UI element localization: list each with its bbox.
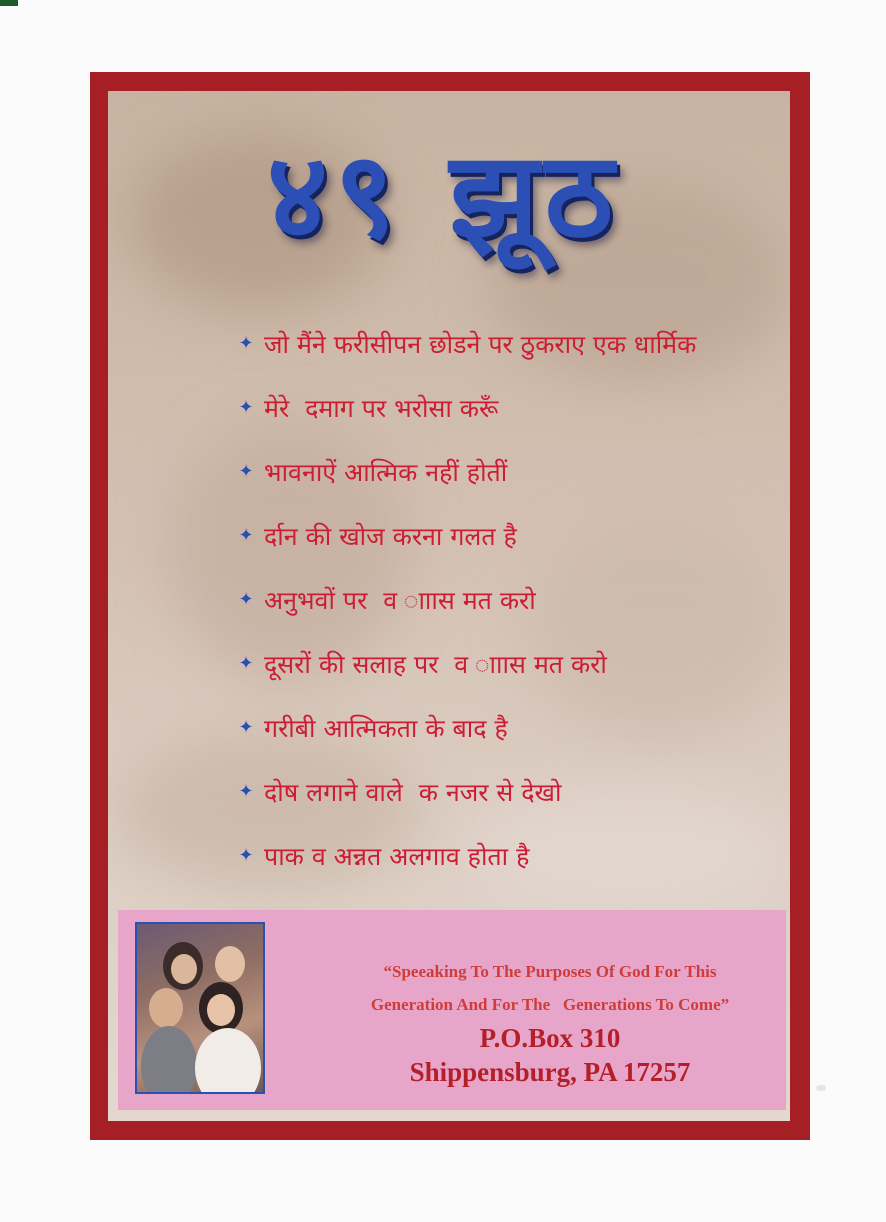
list-item: [238, 824, 696, 888]
lie-text: जो मैंने फरीसीपन छोडने पर ठुकराए एक धार्मिक: [264, 330, 697, 359]
list-item: [238, 696, 696, 760]
four-point-star-icon: ✦: [238, 653, 254, 674]
list-item: [238, 504, 696, 568]
four-point-star-icon: ✦: [238, 589, 254, 610]
lie-text: र्दान की खोज करना गलत है: [264, 522, 517, 551]
city-state-zip: Shippensburg, PA 17257: [409, 1057, 691, 1087]
photo-figure: [195, 1028, 261, 1094]
four-point-star-icon: ✦: [238, 845, 254, 866]
scan-speck: [816, 1085, 826, 1091]
list-item: [238, 632, 696, 696]
four-point-star-icon: ✦: [238, 717, 254, 738]
lie-text: भावनाऐं आत्मिक नहीं होतीं: [264, 458, 508, 487]
tagline-line-2: Generation And For The Generations To Come”: [370, 995, 730, 1014]
photo-figure: [141, 1026, 197, 1094]
list-item: [238, 376, 696, 440]
tagline-line-1: “Speeaking To The Purposes Of God For This: [383, 962, 717, 981]
list-item: [238, 312, 696, 376]
lie-text: गरीबी आत्मिकता के बाद है: [264, 714, 508, 743]
photo-figure: [149, 988, 183, 1028]
title-word: झूठ: [449, 126, 620, 264]
lies-list: [238, 312, 696, 888]
four-point-star-icon: ✦: [238, 781, 254, 802]
list-item: [238, 568, 696, 632]
scan-edge-mark: [0, 0, 18, 6]
ministry-info: [320, 955, 780, 1089]
lie-text: दूसरों की सलाह पर व ााास मत करो: [264, 650, 607, 679]
four-point-star-icon: ✦: [238, 397, 254, 418]
photo-figure: [207, 994, 235, 1026]
lie-text: मेरे दमाग पर भरोसा करूँ: [264, 394, 499, 423]
four-point-star-icon: ✦: [238, 461, 254, 482]
title-number: ४९: [266, 126, 402, 264]
list-item: [238, 440, 696, 504]
lie-text: पाक व अन्नत अलगाव होता है: [264, 842, 530, 871]
four-point-star-icon: ✦: [238, 525, 254, 546]
photo-figure: [215, 946, 245, 982]
lie-text: दोष लगाने वाले क नजर से देखो: [264, 778, 562, 807]
family-photo: [135, 922, 265, 1094]
lie-text: अनुभवों पर व ााास मत करो: [264, 586, 536, 615]
poster-title: [0, 110, 886, 271]
po-box: P.O.Box 310: [479, 1023, 621, 1053]
photo-figure: [171, 954, 197, 984]
list-item: [238, 760, 696, 824]
four-point-star-icon: ✦: [238, 333, 254, 354]
